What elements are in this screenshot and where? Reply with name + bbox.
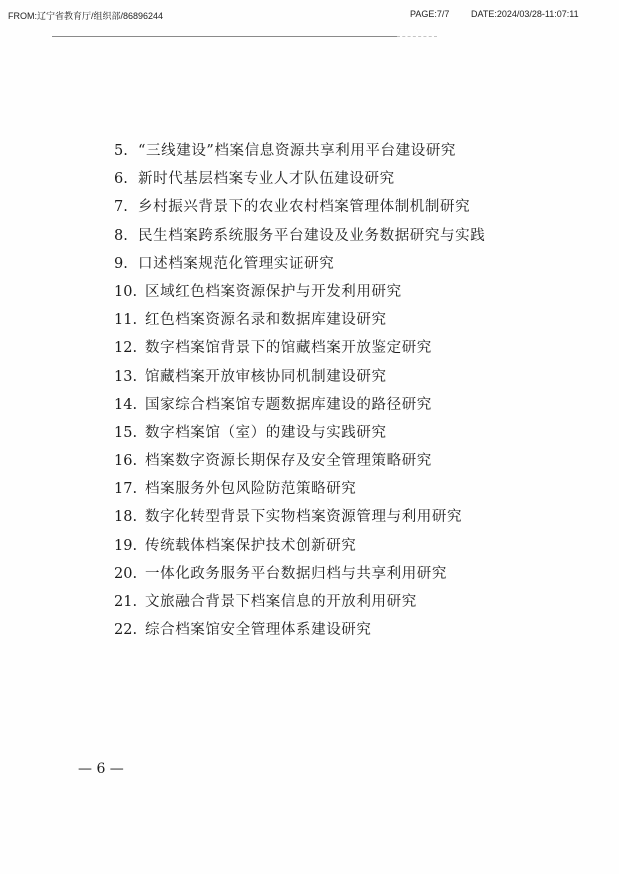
item-text: 综合档案馆安全管理体系建设研究 [145,622,372,639]
item-text: 数字档案馆（室）的建设与实践研究 [145,424,387,441]
item-number: 22. [114,622,138,639]
fax-sender: FROM:辽宁省教育厅/组织部/86896244 [8,11,164,21]
list-item [0,532,619,560]
item-number: 9. [114,255,128,272]
item-text: 数字档案馆背景下的馆藏档案开放鉴定研究 [145,340,432,357]
fax-date: DATE:2024/03/28-11:07:11 [471,9,579,19]
list-item [0,165,619,193]
page-number: — 6 — [78,761,124,777]
list-item [0,391,619,419]
item-text: 档案服务外包风险防范策略研究 [145,481,357,498]
item-text: 文旅融合背景下档案信息的开放利用研究 [145,594,417,610]
item-number: 20. [114,565,138,582]
item-number: 19. [114,537,138,554]
item-number: 15. [114,424,138,441]
item-text: 乡村振兴背景下的农业农村档案管理体制机制研究 [138,199,471,216]
item-number: 21. [114,594,138,610]
item-number: 8. [114,227,128,244]
list-item [0,137,619,165]
item-text: 区域红色档案资源保护与开发利用研究 [145,283,402,300]
item-number: 18. [114,509,138,526]
item-number: 12. [114,340,138,357]
header-rule-faded-segment [397,36,437,37]
list-item [0,419,619,447]
item-text: 民生档案跨系统服务平台建设及业务数据研究与实践 [138,227,486,244]
item-text: 口述档案规范化管理实证研究 [138,255,335,272]
item-number: 10. [114,283,138,300]
item-number: 14. [114,396,138,413]
list-item [0,503,619,531]
list-item [0,588,619,616]
item-text: 传统载体档案保护技术创新研究 [145,537,357,554]
list-item [0,278,619,306]
list-item [0,475,619,503]
item-text: 档案数字资源长期保存及安全管理策略研究 [145,453,432,470]
item-text: 一体化政务服务平台数据归档与共享利用研究 [145,565,447,582]
list-item [0,193,619,221]
list-item [0,363,619,391]
list-item [0,334,619,362]
list-item [0,306,619,334]
item-number: 6. [114,171,128,188]
research-topic-list [0,137,619,644]
list-item [0,560,619,588]
fax-page-count: PAGE:7/7 [410,9,450,19]
item-number: 17. [114,481,138,498]
item-text: 国家综合档案馆专题数据库建设的路径研究 [145,396,432,413]
fax-header [8,9,611,23]
list-item [0,250,619,278]
item-number: 13. [114,368,138,385]
list-item [0,616,619,644]
item-text: 数字化转型背景下实物档案资源管理与利用研究 [145,509,463,526]
item-text: 馆藏档案开放审核协同机制建设研究 [145,368,387,385]
item-number: 16. [114,453,138,470]
item-number: 11. [114,312,138,329]
item-number: 7. [114,199,128,216]
list-item [0,222,619,250]
list-item [0,447,619,475]
item-text: “三线建设”档案信息资源共享利用平台建设研究 [138,143,457,159]
item-text: 红色档案资源名录和数据库建设研究 [145,312,387,329]
item-number: 5. [114,143,128,159]
header-rule [52,36,397,37]
item-text: 新时代基层档案专业人才队伍建设研究 [138,171,395,188]
